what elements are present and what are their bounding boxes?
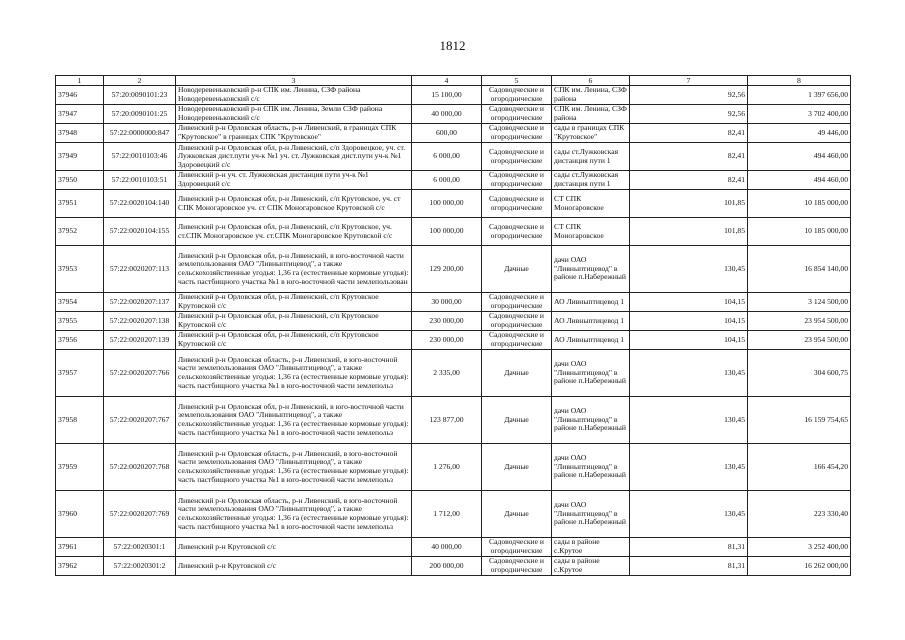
column-header: 5 [482, 76, 552, 86]
price-cell: 130,45 [630, 491, 748, 538]
note-cell: СТ СПК Моногаровское [552, 190, 630, 218]
location-cell: Ливенский р-н Орловская обл, р-н Ливенский, с/п Крутовское Крутовской с/с [176, 293, 412, 312]
area-cell: 230 000,00 [412, 331, 482, 350]
location-cell: Ливенский р-н Орловская область, р-н Ливенский, в юго-восточной части землепользования ОАО "Ливныптицевод", а также сельскохозяйственные угодья: 1,36 га (естественные кормовые угодья): часть пастбищного участка №1 в юго-восточной части землепольз [176, 491, 412, 538]
location-cell: Ливенский р-н уч. ст. Лужковская дистанция пути уч-к №1 Здоровецкий с/с [176, 171, 412, 190]
area-cell: 1 276,00 [412, 444, 482, 491]
area-cell: 15 100,00 [412, 86, 482, 105]
column-header: 1 [56, 76, 104, 86]
area-cell: 1 712,00 [412, 491, 482, 538]
table-row [56, 491, 851, 538]
price-cell: 81,31 [630, 538, 748, 557]
note-cell: СПК им. Ленина, СЗФ района [552, 105, 630, 124]
cadastral-value-cell: 1 397 656,00 [748, 86, 851, 105]
location-cell: Ливенский р-н Орловская область, р-н Ливенский, в границах СПК "Крутовское" в границах СПК "Крутовское" [176, 124, 412, 143]
record-number-cell: 37960 [56, 491, 104, 538]
land-category-cell: Дачные [482, 350, 552, 397]
table-row [56, 312, 851, 331]
cadastral-number-cell: 57:22:0020207:137 [104, 293, 176, 312]
table-row [56, 218, 851, 246]
location-cell: Ливенский р-н Орловская обл, р-н Ливенский, в юго-восточной части землепользования ОАО "Ливныптицевод", а также сельскохозяйственные угодья: 1,36 га (естественные кормовые угодья): часть пастбищного участка №1 в юго-восточной части землепольз [176, 397, 412, 444]
record-number-cell: 37958 [56, 397, 104, 444]
cadastral-number-cell: 57:20:0090101:25 [104, 105, 176, 124]
location-cell: Ливенский р-н Орловская обл, р-н Ливенский, с/п Крутовское, уч. ст СПК Моногаровское уч. ст СПК Моногаровское Крутовской с/с [176, 190, 412, 218]
area-cell: 123 877,00 [412, 397, 482, 444]
price-cell: 130,45 [630, 246, 748, 293]
cadastral-value-cell: 494 460,00 [748, 143, 851, 171]
cadastral-number-cell: 57:22:0020207:113 [104, 246, 176, 293]
cadastral-number-cell: 57:22:0020301:2 [104, 557, 176, 576]
cadastral-value-cell: 10 185 000,00 [748, 190, 851, 218]
note-cell: АО Ливныптицевод 1 [552, 331, 630, 350]
table-row [56, 350, 851, 397]
cadastral-number-cell: 57:22:0020207:769 [104, 491, 176, 538]
note-cell: дачи ОАО "Ливныптицевод" в районе п.Набережный [552, 350, 630, 397]
location-cell: Ливенский р-н Орловская обл, р-н Ливенский, с/п Крутовское Крутовской с/с [176, 312, 412, 331]
cadastral-value-cell: 23 954 500,00 [748, 331, 851, 350]
table-row [56, 538, 851, 557]
cadastral-number-cell: 57:22:0020104:155 [104, 218, 176, 246]
table-row [56, 331, 851, 350]
location-cell: Новодеревеньковский р-н СПК им. Ленина, Земли СЗФ района Новодеревеньковский с/с [176, 105, 412, 124]
location-cell: Ливенский р-н Орловская область, р-н Ливенский, в юго-восточной части землепользования ОАО "Ливныптицевод", а также сельскохозяйственные угодья: 1,36 га (естественные кормовые угодья): часть пастбищного участка №1 в юго-восточной части землепольз [176, 444, 412, 491]
record-number-cell: 37962 [56, 557, 104, 576]
note-cell: сады в районе с.Крутое [552, 557, 630, 576]
table-row [56, 246, 851, 293]
land-category-cell: Дачные [482, 397, 552, 444]
cadastral-value-cell: 166 454,20 [748, 444, 851, 491]
table-row [56, 190, 851, 218]
cadastral-value-cell: 10 185 000,00 [748, 218, 851, 246]
location-cell: Ливенский р-н Орловская обл, р-н Ливенский, с/п Крутовское, уч. ст.СПК Моногаровское уч. ст.СПК Моногаровское Крутовской с/с [176, 218, 412, 246]
table-row [56, 293, 851, 312]
price-cell: 82,41 [630, 143, 748, 171]
note-cell: сады в районе с.Крутое [552, 538, 630, 557]
cadastral-number-cell: 57:22:0020301:1 [104, 538, 176, 557]
area-cell: 2 335,00 [412, 350, 482, 397]
note-cell: дачи ОАО "Ливныптицевод" в районе п.Набережный [552, 397, 630, 444]
record-number-cell: 37952 [56, 218, 104, 246]
location-cell: Ливенский р-н Орловская обл, р-н Ливенский, с/п Крутовское Крутовской с/с [176, 331, 412, 350]
area-cell: 100 000,00 [412, 190, 482, 218]
price-cell: 82,41 [630, 171, 748, 190]
note-cell: СТ СПК Моногаровское [552, 218, 630, 246]
area-cell: 600,00 [412, 124, 482, 143]
area-cell: 6 000,00 [412, 143, 482, 171]
price-cell: 130,45 [630, 397, 748, 444]
note-cell: сады в границах СПК "Крутовское" [552, 124, 630, 143]
cadastral-number-cell: 57:22:0020207:138 [104, 312, 176, 331]
cadastral-value-cell: 3 702 400,00 [748, 105, 851, 124]
land-category-cell: Садоводческие и огороднические [482, 86, 552, 105]
record-number-cell: 37959 [56, 444, 104, 491]
land-category-cell: Садоводческие и огороднические [482, 538, 552, 557]
note-cell: дачи ОАО "Ливныптицевод" в районе п.Набережный [552, 491, 630, 538]
cadastral-number-cell: 57:22:0020207:139 [104, 331, 176, 350]
note-cell: АО Ливныптицевод 1 [552, 293, 630, 312]
price-cell: 130,45 [630, 444, 748, 491]
land-category-cell: Садоводческие и огороднические [482, 143, 552, 171]
area-cell: 230 000,00 [412, 312, 482, 331]
land-category-cell: Садоводческие и огороднические [482, 557, 552, 576]
cadastral-number-cell: 57:22:0010103:46 [104, 143, 176, 171]
land-category-cell: Садоводческие и огороднические [482, 190, 552, 218]
area-cell: 100 000,00 [412, 218, 482, 246]
cadastral-number-cell: 57:22:0020104:140 [104, 190, 176, 218]
land-category-cell: Садоводческие и огороднические [482, 105, 552, 124]
price-cell: 92,56 [630, 86, 748, 105]
table-row [56, 143, 851, 171]
record-number-cell: 37954 [56, 293, 104, 312]
area-cell: 40 000,00 [412, 538, 482, 557]
area-cell: 40 000,00 [412, 105, 482, 124]
price-cell: 130,45 [630, 350, 748, 397]
cadastral-number-cell: 57:22:0020207:767 [104, 397, 176, 444]
table-row [56, 557, 851, 576]
area-cell: 6 000,00 [412, 171, 482, 190]
cadastral-value-cell: 16 159 754,65 [748, 397, 851, 444]
location-cell: Ливенский р-н Орловская обл, р-н Ливенский, с/п Здоровецкое, уч. ст. Лужковская дист.пути уч-к №1 уч. ст. Лужковская дист.пути уч-к №1 Здоровецкий с/с [176, 143, 412, 171]
price-cell: 82,41 [630, 124, 748, 143]
land-category-cell: Садоводческие и огороднические [482, 124, 552, 143]
cadastral-number-cell: 57:22:0020207:766 [104, 350, 176, 397]
record-number-cell: 37949 [56, 143, 104, 171]
record-number-cell: 37951 [56, 190, 104, 218]
area-cell: 200 000,00 [412, 557, 482, 576]
record-number-cell: 37955 [56, 312, 104, 331]
note-cell: сады ст.Лужковская дистанция пути 1 [552, 143, 630, 171]
cadastral-value-cell: 23 954 500,00 [748, 312, 851, 331]
page-number: 1812 [439, 38, 466, 53]
note-cell: СПК им. Ленина, СЗФ района [552, 86, 630, 105]
price-cell: 104,15 [630, 312, 748, 331]
location-cell: Новодеревеньковский р-н СПК им. Ленина, СЗФ района Новодеревеньковский с/с [176, 86, 412, 105]
cadastral-number-cell: 57:22:0020207:768 [104, 444, 176, 491]
register-table [55, 75, 851, 576]
land-category-cell: Садоводческие и огороднические [482, 218, 552, 246]
price-cell: 101,85 [630, 190, 748, 218]
column-header: 7 [630, 76, 748, 86]
record-number-cell: 37950 [56, 171, 104, 190]
note-cell: дачи ОАО "Ливныптицевод" в районе п.Набережный [552, 246, 630, 293]
land-category-cell: Садоводческие и огороднические [482, 312, 552, 331]
location-cell: Ливенский р-н Орловская обл, р-н Ливенский, в юго-восточной части землепользования ОАО "Ливныптицевод", а также сельскохозяйственные угодья: 1,36 га (естественные кормовые угодья): часть пастбищного участка №1 в юго-восточной части землепользован [176, 246, 412, 293]
price-cell: 101,85 [630, 218, 748, 246]
note-cell: дачи ОАО "Ливныптицевод" в районе п.Набережный [552, 444, 630, 491]
cadastral-value-cell: 16 262 000,00 [748, 557, 851, 576]
record-number-cell: 37961 [56, 538, 104, 557]
record-number-cell: 37953 [56, 246, 104, 293]
cadastral-value-cell: 494 460,00 [748, 171, 851, 190]
note-cell: АО Ливныптицевод 1 [552, 312, 630, 331]
record-number-cell: 37948 [56, 124, 104, 143]
note-cell: сады ст.Лужковская дистанция пути 1 [552, 171, 630, 190]
price-cell: 81,31 [630, 557, 748, 576]
location-cell: Ливенский р-н Орловская область, р-н Ливенский, в юго-восточной части землепользования ОАО "Ливныптицевод", а также сельскохозяйственные угодья: 1,36 га (естественные кормовые угодья): часть пастбищного участка №1 в юго-восточной части землепольз [176, 350, 412, 397]
price-cell: 92,56 [630, 105, 748, 124]
column-header: 6 [552, 76, 630, 86]
column-header: 4 [412, 76, 482, 86]
land-category-cell: Садоводческие и огороднические [482, 171, 552, 190]
cadastral-value-cell: 3 252 400,00 [748, 538, 851, 557]
column-header: 3 [176, 76, 412, 86]
land-category-cell: Дачные [482, 491, 552, 538]
price-cell: 104,15 [630, 293, 748, 312]
land-category-cell: Садоводческие и огороднические [482, 331, 552, 350]
table-row [56, 444, 851, 491]
area-cell: 129 200,00 [412, 246, 482, 293]
location-cell: Ливенский р-н Крутовской с/с [176, 538, 412, 557]
table-row [56, 105, 851, 124]
record-number-cell: 37946 [56, 86, 104, 105]
cadastral-number-cell: 57:22:0010103:51 [104, 171, 176, 190]
table-row [56, 397, 851, 444]
cadastral-number-cell: 57:22:0000000:847 [104, 124, 176, 143]
location-cell: Ливенский р-н Крутовской с/с [176, 557, 412, 576]
cadastral-value-cell: 223 330,40 [748, 491, 851, 538]
cadastral-value-cell: 304 600,75 [748, 350, 851, 397]
land-category-cell: Садоводческие и огороднические [482, 293, 552, 312]
record-number-cell: 37957 [56, 350, 104, 397]
land-category-cell: Дачные [482, 444, 552, 491]
table-row [56, 124, 851, 143]
record-number-cell: 37947 [56, 105, 104, 124]
cadastral-value-cell: 16 854 140,00 [748, 246, 851, 293]
column-header: 2 [104, 76, 176, 86]
table-row [56, 86, 851, 105]
price-cell: 104,15 [630, 331, 748, 350]
area-cell: 30 000,00 [412, 293, 482, 312]
cadastral-number-cell: 57:20:0090101:23 [104, 86, 176, 105]
table-row [56, 171, 851, 190]
column-header: 8 [748, 76, 851, 86]
cadastral-value-cell: 49 446,00 [748, 124, 851, 143]
column-numbers-row [56, 76, 851, 86]
land-category-cell: Дачные [482, 246, 552, 293]
record-number-cell: 37956 [56, 331, 104, 350]
cadastral-value-cell: 3 124 500,00 [748, 293, 851, 312]
